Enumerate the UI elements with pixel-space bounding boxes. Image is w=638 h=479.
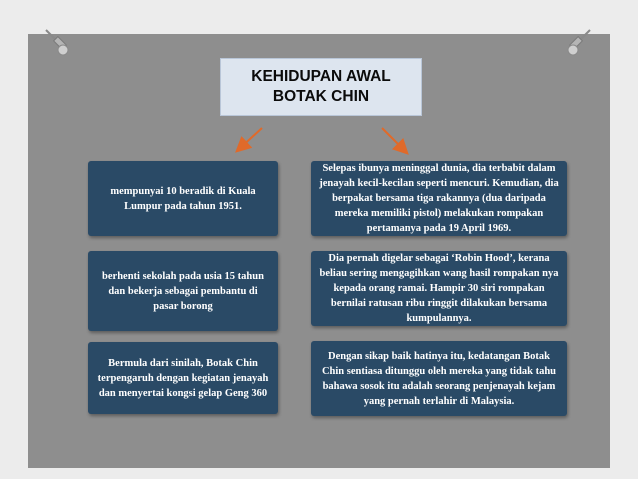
left-box-2 [88,251,278,331]
left-box-1-text: mempunyai 10 beradik di Kuala Lumpur pada tahun 1951. [110,185,256,212]
arrow-right [382,128,406,152]
right-box-2-text: Dia pernah digelar sebagai ‘Robin Hood’, kerana beliau sering mengagihkan wang hasil rompakan nya kepada orang ramai. Hampir 30 siri rompakan bernilai ratusan ribu ringgit dilakukan bersama kumpulannya. [319,253,559,324]
left-box-3 [88,342,278,414]
right-box-2 [311,251,567,326]
title-line-2: BOTAK CHIN [272,88,370,105]
arrow-left [238,128,262,150]
left-box-1 [88,161,278,236]
right-box-3 [311,341,567,416]
left-box-2-text: berhenti sekolah pada usia 15 tahun dan bekerja sebagai pembantu di pasar borong [102,270,264,312]
right-box-3-text: Dengan sikap baik hatinya itu, kedatangan Botak Chin sentiasa ditunggu oleh mereka yang tidak tahu bahawa sosok itu adalah seorang penjenayah kejam yang pernah terlahir di Malaysia. [321,350,557,407]
right-box-1 [311,161,567,236]
title-line-1: KEHIDUPAN AWAL [251,68,391,85]
left-box-3-text: Bermula dari sinilah, Botak Chin terpengaruh dengan kegiatan jenayah dan menyertai kongsi gelap Geng 360 [97,357,269,399]
right-box-1-text: Selepas ibunya meninggal dunia, dia terbabit dalam jenayah kecil-kecilan seperti mencuri. Kemudian, dia berpakat bersama tiga rakannya (dua daripada mereka memiliki pistol) melakukan rompakan pertamanya pada 19 April 1969. [319,163,559,234]
